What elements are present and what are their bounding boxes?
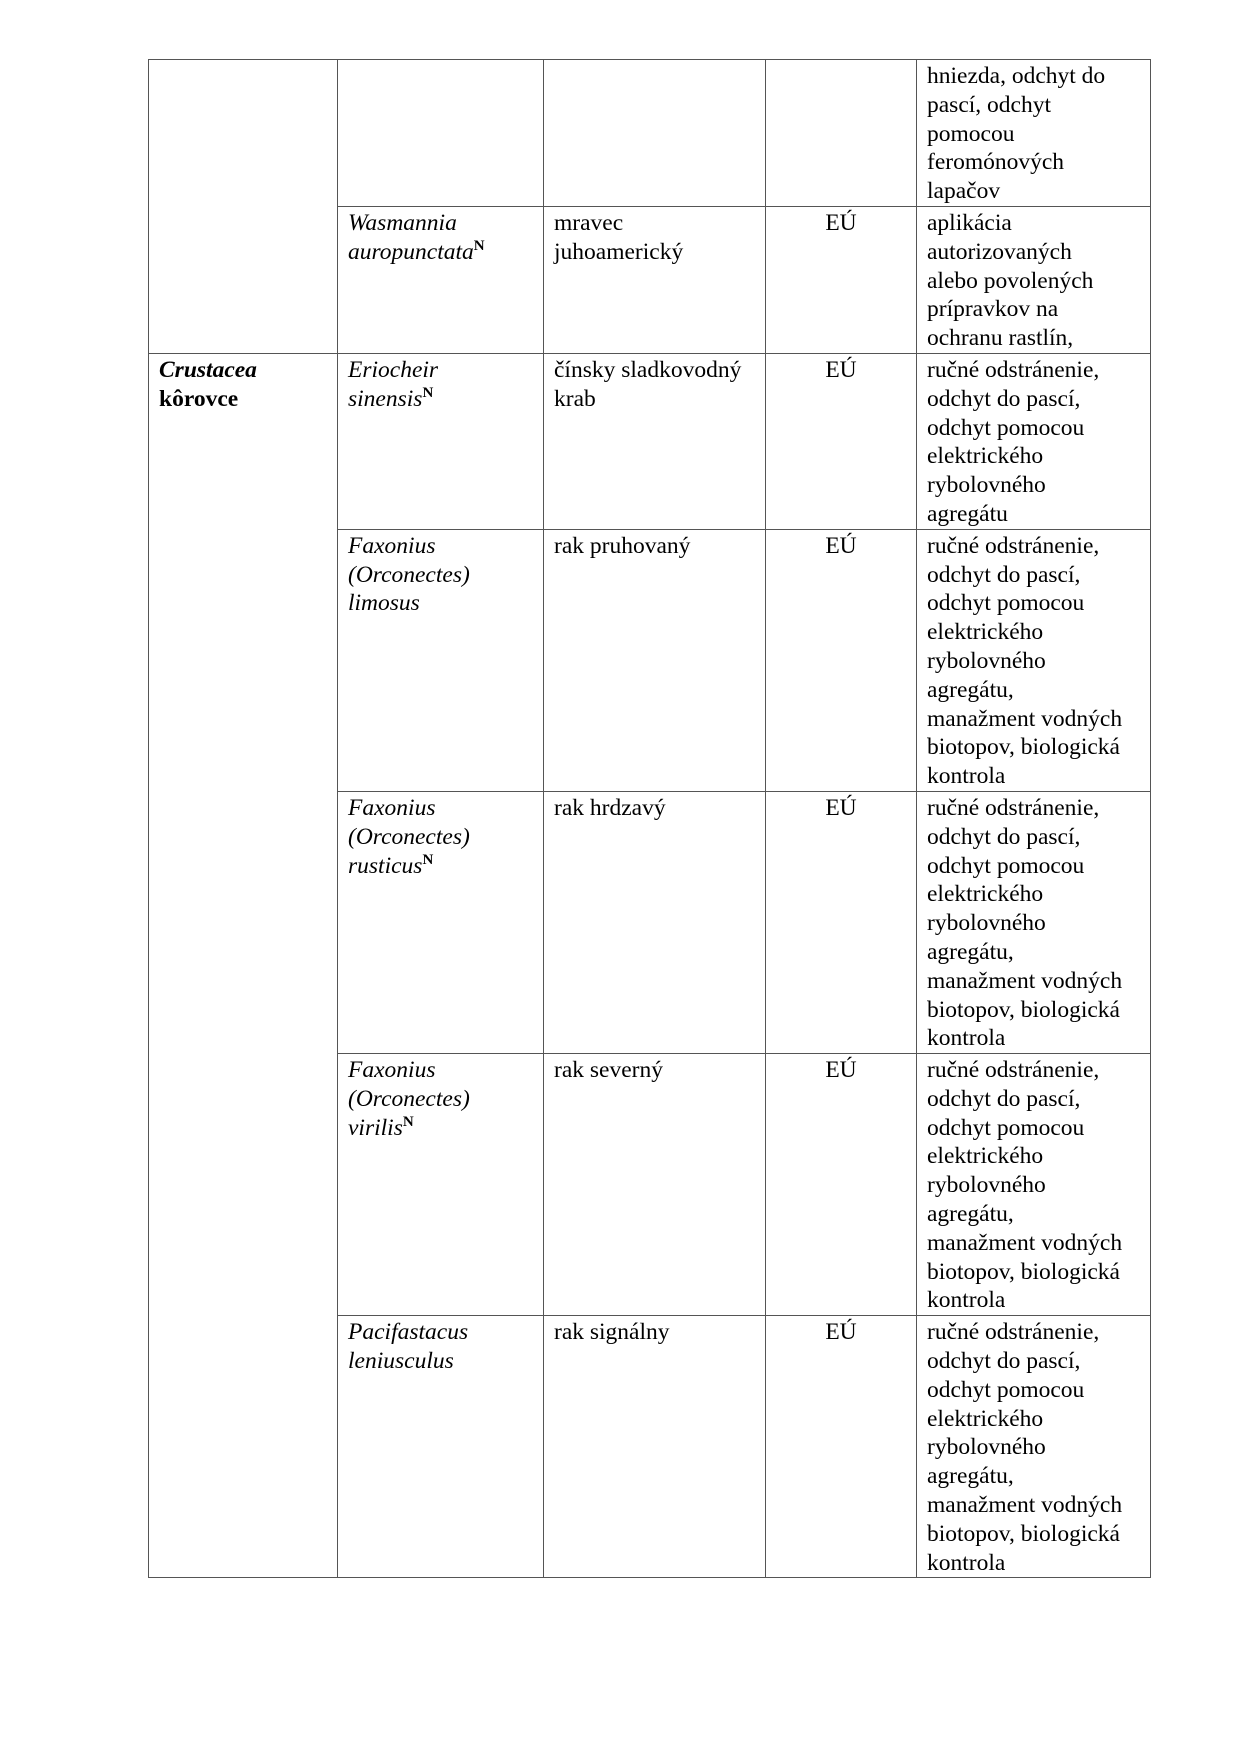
latin-name: Eriocheir sinensis$^N$ xyxy=(348,356,439,412)
methods-text: hniezda, odchyt do pascí, odchyt pomocou feromónových lapačov xyxy=(927,63,1106,205)
common-name-cell xyxy=(544,791,766,1053)
common-name: rak pruhovaný xyxy=(554,532,691,559)
latin-name-cell xyxy=(338,529,544,791)
common-name: čínsky sladkovodný krab xyxy=(554,356,742,412)
category-value: EÚ xyxy=(825,532,857,559)
native-marker: N xyxy=(422,851,434,868)
category-cell xyxy=(766,791,917,1053)
methods-cell xyxy=(917,206,1151,353)
category-value: EÚ xyxy=(825,794,857,821)
common-name-cell xyxy=(544,1316,766,1578)
category-value: EÚ xyxy=(825,356,857,383)
methods-text: ručné odstránenie, odchyt do pascí, odchyt pomocou elektrického rybolovného agregátu, manažment vodných biotopov, biologická kontrola xyxy=(927,794,1123,1052)
latin-name: Wasmannia auropunctata$^N$ xyxy=(348,209,485,265)
common-name: rak severný xyxy=(554,1057,663,1084)
category-value: EÚ xyxy=(825,1057,857,1084)
methods-text: ručné odstránenie, odchyt do pascí, odchyt pomocou elektrického rybolovného agregátu xyxy=(927,356,1100,527)
common-name-cell xyxy=(544,353,766,529)
native-marker: N xyxy=(422,384,434,401)
category-cell xyxy=(766,1054,917,1316)
methods-cell xyxy=(917,791,1151,1053)
category-value: EÚ xyxy=(825,1319,857,1346)
methods-cell xyxy=(917,1054,1151,1316)
category-cell xyxy=(766,353,917,529)
table-row xyxy=(149,60,1151,207)
common-name: rak signálny xyxy=(554,1319,670,1346)
latin-name-cell xyxy=(338,60,544,207)
category-cell xyxy=(766,1316,917,1578)
common-name-cell xyxy=(544,529,766,791)
latin-name-cell xyxy=(338,206,544,353)
common-name: rak hrdzavý xyxy=(554,794,666,821)
methods-cell xyxy=(917,1316,1151,1578)
common-name-cell xyxy=(544,60,766,207)
methods-text: ručné odstránenie, odchyt do pascí, odchyt pomocou elektrického rybolovného agregátu, manažment vodných biotopov, biologická kontrola xyxy=(927,532,1123,790)
group-slovak-name: kôrovce xyxy=(159,385,239,412)
category-value: EÚ xyxy=(825,209,857,236)
methods-text: ručné odstránenie, odchyt do pascí, odchyt pomocou elektrického rybolovného agregátu, manažment vodných biotopov, biologická kontrola xyxy=(927,1319,1123,1576)
group-cell xyxy=(149,60,338,354)
group-cell xyxy=(149,353,338,1577)
methods-cell xyxy=(917,529,1151,791)
methods-cell xyxy=(917,60,1151,207)
native-marker: N xyxy=(402,1113,414,1130)
category-cell xyxy=(766,60,917,207)
common-name: mravec juhoamerický xyxy=(554,209,684,265)
latin-name-cell xyxy=(338,353,544,529)
native-marker: N xyxy=(473,237,485,254)
latin-name-cell xyxy=(338,1054,544,1316)
latin-name-cell xyxy=(338,791,544,1053)
latin-name: Faxonius (Orconectes) limosus xyxy=(348,532,470,617)
table-row xyxy=(149,353,1151,529)
latin-name: Faxonius (Orconectes) rusticus$^N$ xyxy=(348,794,470,879)
methods-text: aplikácia autorizovaných alebo povolených prípravkov na ochranu rastlín, xyxy=(927,209,1094,352)
category-cell xyxy=(766,206,917,353)
methods-cell xyxy=(917,353,1151,529)
species-table xyxy=(148,59,1151,1578)
latin-name-cell xyxy=(338,1316,544,1578)
group-latin-name: Crustacea xyxy=(159,356,257,383)
common-name-cell xyxy=(544,1054,766,1316)
category-cell xyxy=(766,529,917,791)
latin-name: Pacifastacus leniusculus xyxy=(348,1319,469,1375)
common-name-cell xyxy=(544,206,766,353)
methods-text: ručné odstránenie, odchyt do pascí, odchyt pomocou elektrického rybolovného agregátu, manažment vodných biotopov, biologická kontrola xyxy=(927,1057,1123,1314)
latin-name: Faxonius (Orconectes) virilis$^N$ xyxy=(348,1057,470,1141)
